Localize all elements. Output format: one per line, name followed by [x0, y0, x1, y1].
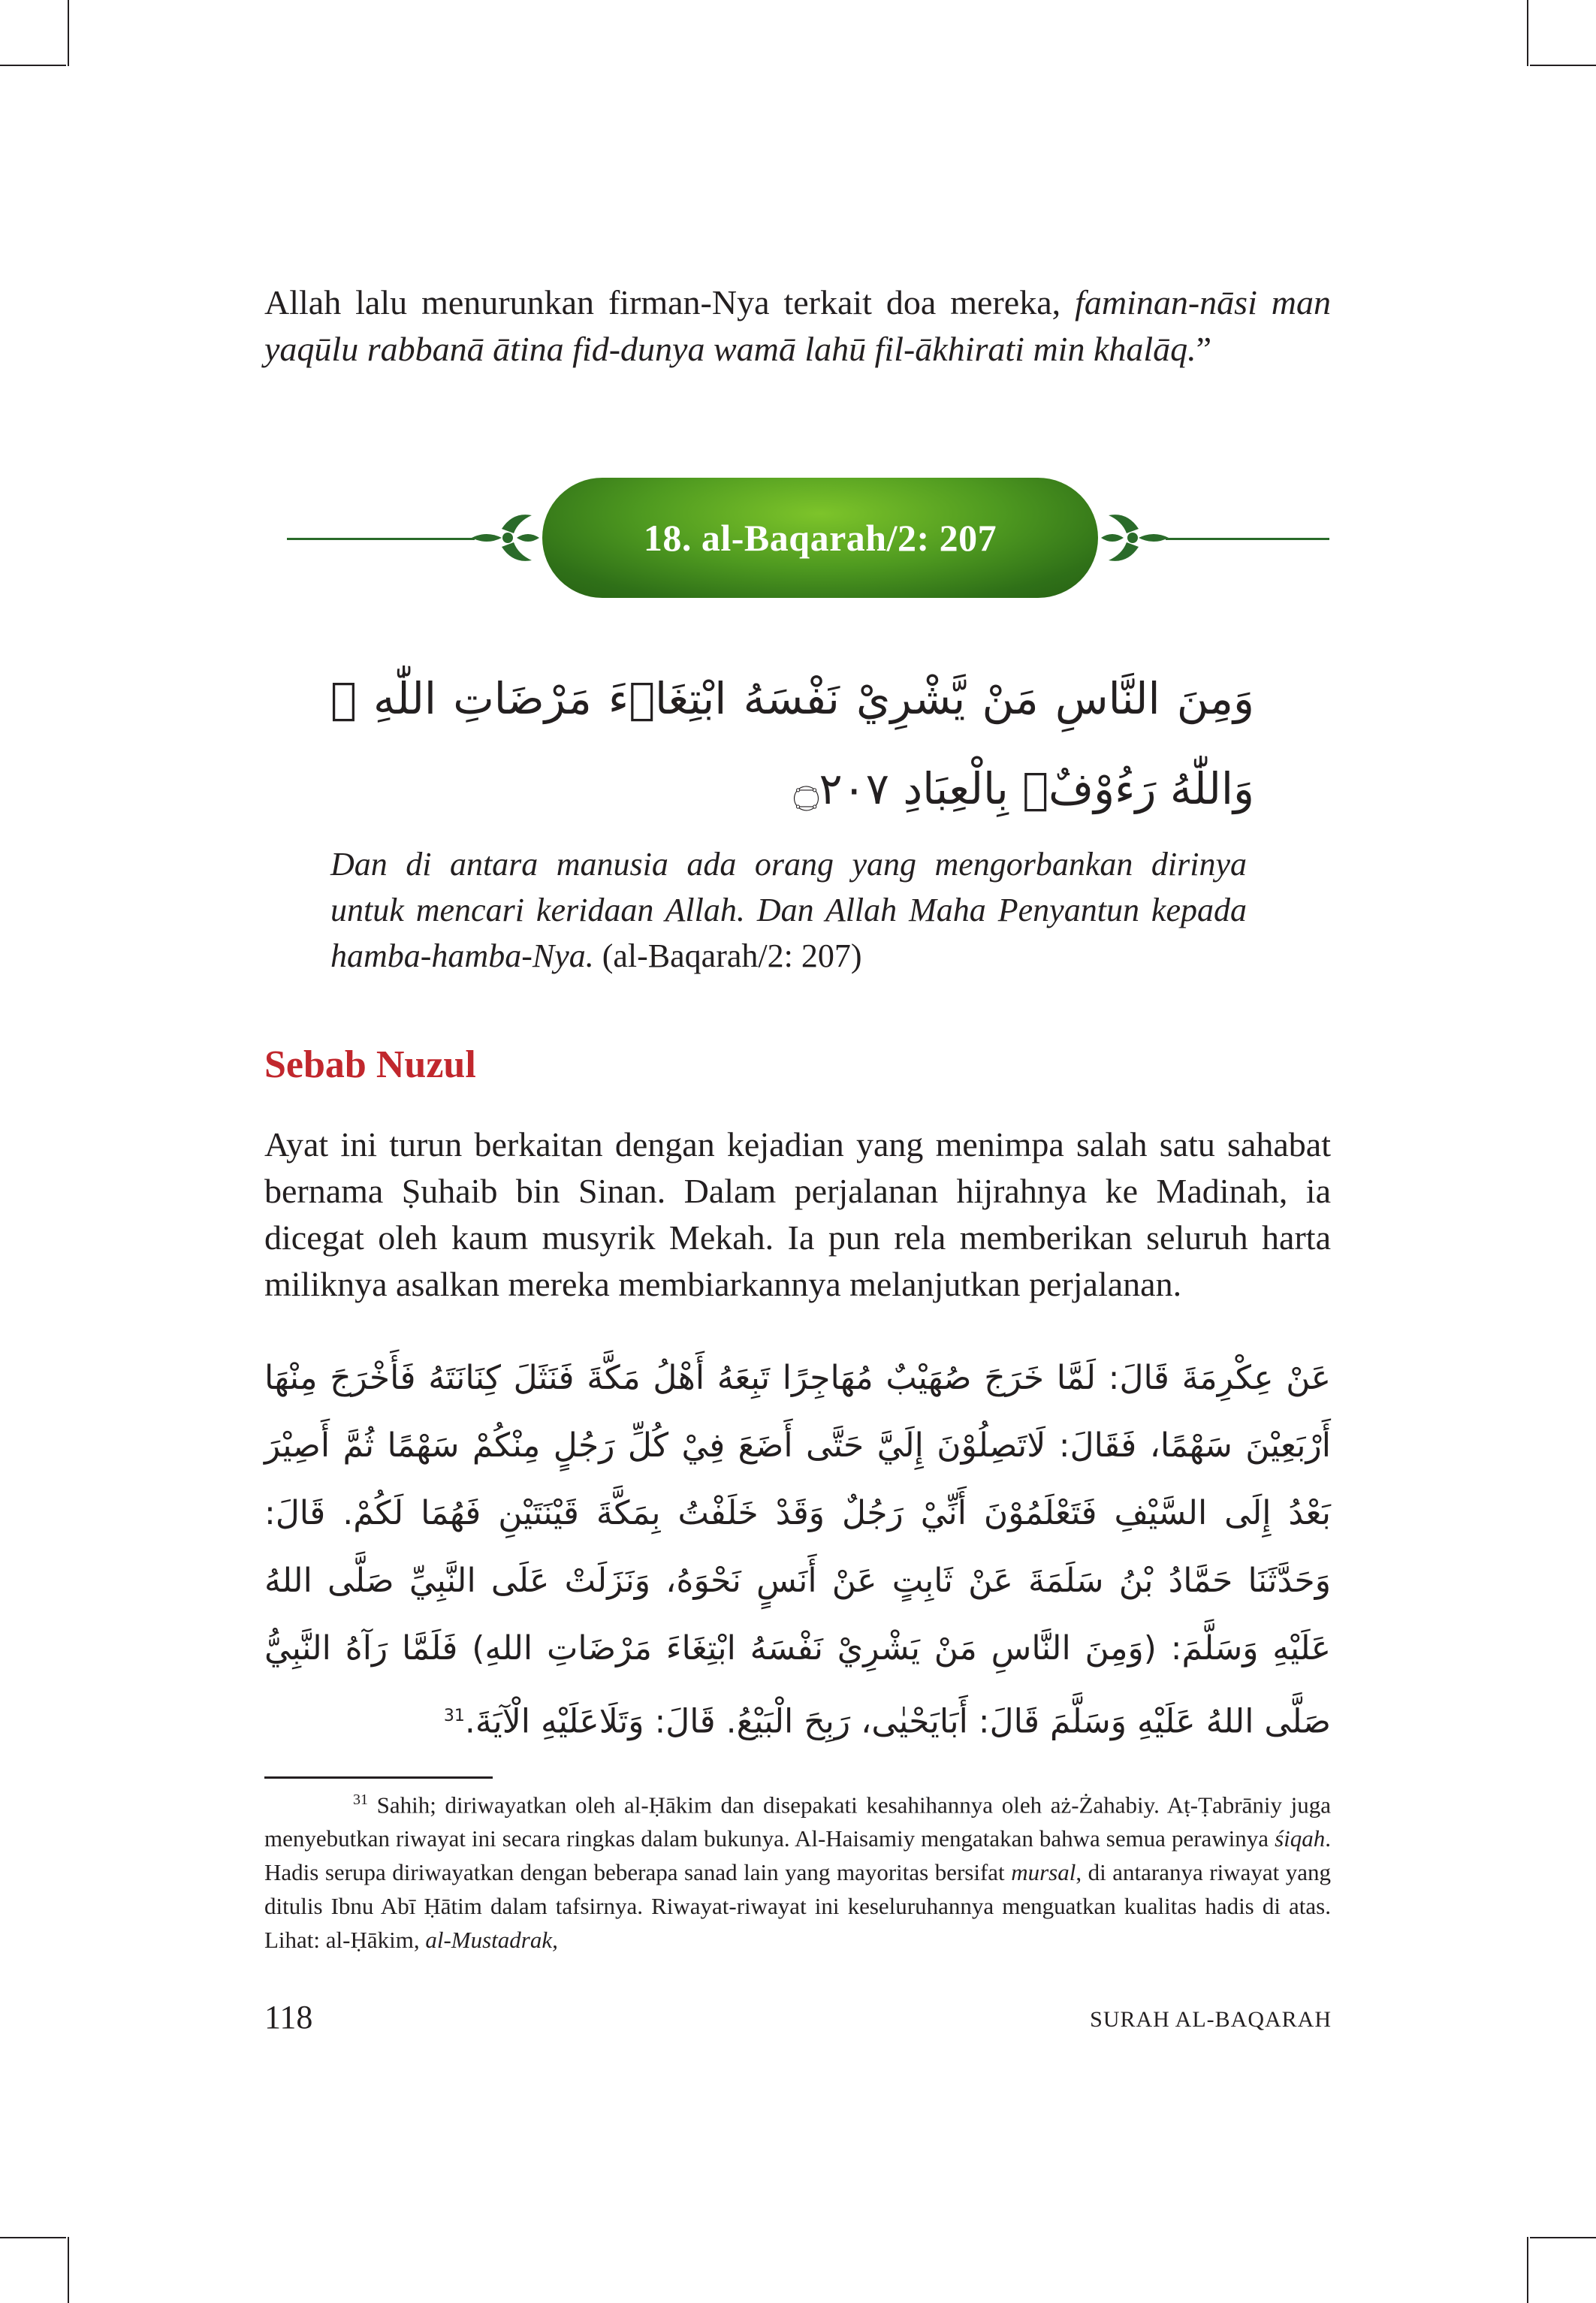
- intro-closing-quote: ”: [1196, 330, 1212, 368]
- banner-rule-left: [287, 538, 475, 540]
- footnote-term: śiqah: [1275, 1825, 1326, 1852]
- intro-transliteration: faminan-nāsi man yaqūlu rabbanā ātina fid-dunya wamā lahū fil-ākhirati min khalāq.: [264, 283, 1332, 368]
- crop-mark: [68, 0, 69, 66]
- footnote-book-title: al-Mustadrak,: [425, 1927, 558, 1954]
- verse-translation: [330, 841, 1247, 979]
- verse-arabic: وَمِنَ النَّاسِ مَنْ يَّشْرِيْ نَفْسَهُ ابْتِغَاۤءَ مَرْضَاتِ اللّٰهِ ۗ وَاللّٰهُ رَءُوْفٌۢ بِالْعِبَادِ ۝٢٠٧: [330, 673, 1254, 814]
- footnote: [264, 1783, 1331, 1957]
- section-title: 18. al-Baqarah/2: 207: [643, 517, 997, 559]
- body-paragraph: Ayat ini turun berkaitan dengan kejadian yang menimpa salah satu sahabat bernama Ṣuhaib bin Sinan. Dalam perjalanan hijrahnya ke Madinah, ia dicegat oleh kaum musyrik Mekah. Ia pun rela memberikan seluruh harta miliknya asalkan mereka membiarkannya melanjutkan perjalanan.: [264, 1125, 1331, 1303]
- intro-text: Allah lalu menurunkan firman-Nya terkait doa mereka,: [264, 283, 1076, 321]
- page-number: 118: [264, 1999, 313, 2036]
- footnote-term: mursal: [1011, 1859, 1076, 1886]
- ornament-left-icon: [472, 508, 539, 568]
- intro-paragraph: [264, 279, 1331, 373]
- footnote-text: . Hadis serupa diriwayatkan dengan beberapa sanad lain yang mayoritas bersifat: [264, 1825, 1331, 1886]
- section-banner: [542, 478, 1098, 598]
- section-heading: Sebab Nuzul: [264, 1043, 476, 1086]
- footnote-text: Sahih; diriwayatkan oleh al-Ḥākim dan disepakati kesahihannya oleh aż-Żahabiy. Aṭ-Ṭabrāniy juga menyebutkan riwayat ini secara ringkas dalam bukunya. Al-Haisamiy mengatakan bahwa semua perawinya: [264, 1791, 1331, 1852]
- footnote-number: 31: [353, 1791, 368, 1808]
- crop-mark: [1527, 0, 1528, 66]
- crop-mark: [0, 2237, 66, 2238]
- crop-mark: [1530, 2237, 1596, 2238]
- footnote-rule: [264, 1776, 493, 1779]
- hadith-text: عَنْ عِكْرِمَةَ قَالَ: لَمَّا خَرَجَ صُهَيْبٌ مُهَاجِرًا تَبِعَهُ أَهْلُ مَكَّةَ فَنَثَلَ كِنَانَتَهُ فَأَخْرَجَ مِنْهَا أَرْبَعِيْنَ سَهْمًا، فَقَالَ: لَاتَصِلُوْنَ إِلَيَّ حَتَّى أَضَعَ فِيْ كُلِّ رَجُلٍ مِنْكُمْ سَهْمًا ثُمَّ أَصِيْرَ بَعْدُ إِلَى السَّيْفِ فَتَعْلَمُوْنَ أَنِّيْ رَجُلٌ وَقَدْ خَلَفْتُ بِمَكَّةَ قَيْنَتَيْنِ فَهُمَا لَكُمْ. قَالَ: وَحَدَّثَنَا حَمَّادُ بْنُ سَلَمَةَ عَنْ ثَابِتٍ عَنْ أَنَسٍ نَحْوَهُ، وَنَزَلَتْ عَلَى النَّبِيِّ صَلَّى اللهُ عَلَيْهِ وَسَلَّمَ: (وَمِنَ النَّاسِ مَنْ يَشْرِيْ نَفْسَهُ ابْتِغَاءَ مَرْضَاتِ اللهِ) فَلَمَّا رَآهُ النَّبِيُّ صَلَّى اللهُ عَلَيْهِ وَسَلَّمَ قَالَ: أَبَايَحْيٰى، رَبِحَ الْبَيْعُ. قَالَ: وَتَلَاعَلَيْهِ الْآيَةَ.: [264, 1359, 1331, 1741]
- ornament-right-icon: [1101, 508, 1169, 568]
- footnote-marker: 31: [443, 1707, 465, 1725]
- crop-mark: [0, 65, 66, 66]
- verse-reference: (al-Baqarah/2: 207): [602, 937, 862, 974]
- banner-rule-right: [1166, 538, 1329, 540]
- crop-mark: [68, 2237, 69, 2303]
- crop-mark: [1527, 2237, 1528, 2303]
- footnote-text: , di antaranya riwayat yang ditulis Ibnu Abī Ḥātim dalam tafsirnya. Riwayat-riwayat ini keseluruhannya menguatkan kualitas hadis di atas. Lihat: al-Ḥākim,: [264, 1859, 1331, 1954]
- crop-mark: [1530, 65, 1596, 66]
- running-title: SURAH AL-BAQARAH: [1090, 2007, 1332, 2032]
- hadith-arabic: [264, 1345, 1331, 1756]
- translation-text: Dan di antara manusia ada orang yang mengorbankan dirinya untuk mencari keridaan Allah. Dan Allah Maha Penyantun kepada hamba-hamba-Nya.: [330, 846, 1247, 974]
